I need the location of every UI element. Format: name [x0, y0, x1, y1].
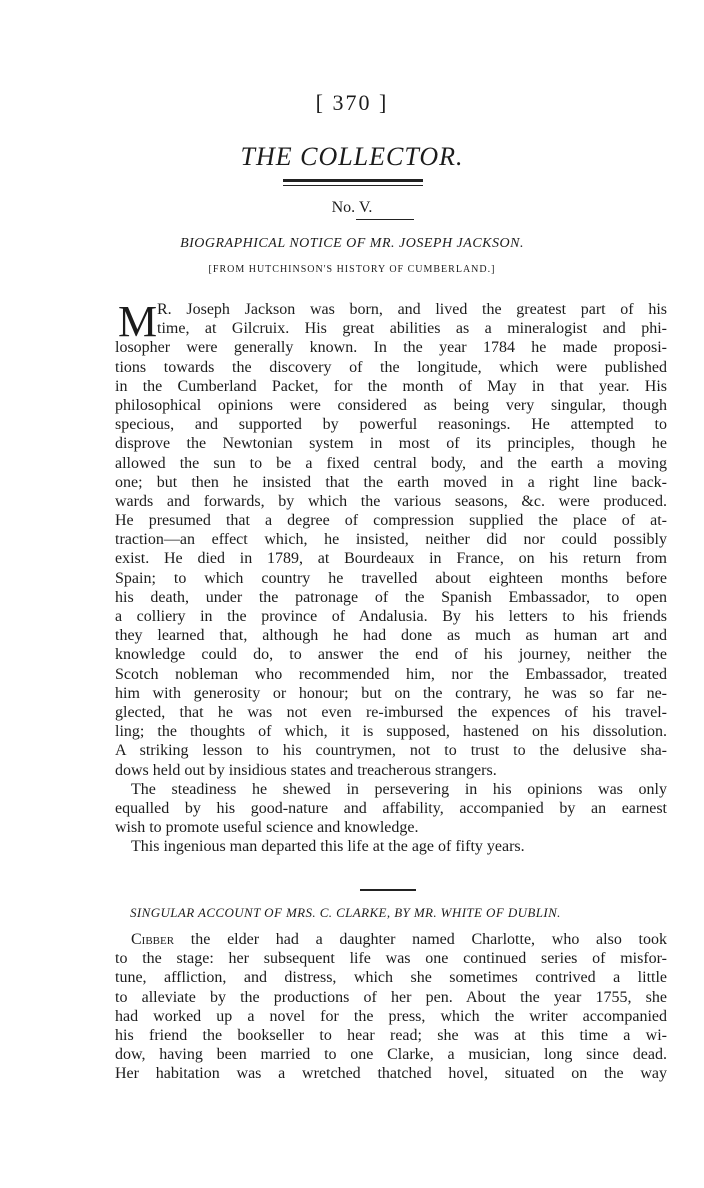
text-line: in the Cumberland Packet, for the month of May in that year. His	[115, 377, 667, 395]
text-line: a colliery in the province of Andalusia. By his letters to his friends	[115, 608, 667, 625]
text-line: Her habitation was a wretched thatched hovel, situated on the way	[115, 1065, 667, 1083]
text-line: philosophical opinions were considered as being very singular, though	[115, 396, 667, 414]
text-line: his death, under the patronage of the Spanish Embassador, to open	[115, 588, 667, 606]
text-line: dows held out by insidious states and treacherous strangers.	[115, 761, 497, 779]
text-line: disprove the Newtonian system in most of its principles, though he	[115, 435, 667, 453]
text-line: allowed the sun to be a fixed central body, and the earth a moving	[115, 454, 667, 472]
text-line: Scotch nobleman who recommended him, nor the Embassador, treated	[115, 665, 667, 683]
text-line: traction—an effect which, he insisted, neither did nor could possibly	[115, 531, 667, 549]
second-article-heading: SINGULAR ACCOUNT OF MRS. C. CLARKE, BY MR. WHITE OF DUBLIN.	[130, 905, 561, 920]
text-line: they learned that, although he had done as much as human art and	[115, 627, 667, 645]
text-line: A striking lesson to his countrymen, not to trust to the delusive sha-	[115, 742, 667, 760]
text-line: equalled by his good-nature and affability, accompanied by an earnest	[115, 799, 667, 817]
text-line: his friend the bookseller to hear read; she was at this time a wi-	[115, 1026, 667, 1044]
text-line: to the stage: her subsequent life was one continued series of misfor-	[115, 950, 667, 968]
text-line: had worked up a novel for the press, which the writer accompanied	[115, 1007, 667, 1025]
article-heading: BIOGRAPHICAL NOTICE OF MR. JOSEPH JACKSON.	[180, 236, 524, 251]
text-line: exist. He died in 1789, at Bourdeaux in France, on his return from	[115, 550, 667, 568]
text-line: to alleviate by the productions of her pen. About the year 1755, she	[115, 988, 667, 1006]
text-line: one; but then he insisted that the earth moved in a right line back-	[115, 473, 667, 491]
text-line: dow, having been married to one Clarke, a musician, long since dead.	[115, 1046, 667, 1064]
lead-rest: the elder had a daughter named Charlotte, who also took	[174, 931, 667, 948]
drop-cap: M	[118, 297, 158, 346]
text-line: glected, that he was not even re-imbursed the expences of his travel-	[115, 703, 667, 721]
page-title: THE COLLECTOR.	[240, 142, 464, 171]
source-note: [FROM HUTCHINSON'S HISTORY OF CUMBERLAND.]	[208, 264, 496, 275]
text-line: Spain; to which country he travelled about eighteen months before	[115, 569, 667, 587]
text-line: time, at Gilcruix. His great abilities as a mineralogist and phi-	[157, 320, 667, 338]
text-line: The steadiness he shewed in persevering in his opinions was only	[131, 780, 667, 798]
page-number: [ 370 ]	[315, 90, 389, 115]
text-line: specious, and supported by powerful reasonings. He attempted to	[115, 416, 667, 434]
text-line: tions towards the discovery of the longitude, which were published	[115, 358, 667, 376]
text-line: wards and forwards, by which the various seasons, &c. were produced.	[115, 492, 667, 510]
issue-number-underline	[356, 219, 414, 220]
article-body	[115, 297, 667, 856]
text-line: tune, affliction, and distress, which she sometimes contrived a little	[115, 969, 667, 987]
text-line: He presumed that a degree of compression supplied the place of at-	[115, 512, 667, 530]
text-line: him with generosity or honour; but on the contrary, he was so far ne-	[115, 684, 667, 702]
text-line: losopher were generally known. In the year 1784 he made proposi-	[115, 339, 667, 357]
text-line: ling; the thoughts of which, it is supposed, hastened on his dissolution.	[115, 723, 667, 741]
second-article-body	[115, 930, 667, 1084]
lead-name: Cibber	[131, 931, 175, 948]
text-line: knowledge could do, to answer the end of his journey, neither the	[115, 646, 667, 664]
title-rule	[283, 179, 423, 186]
text-line: R. Joseph Jackson was born, and lived the greatest part of his	[157, 301, 667, 318]
section-separator	[360, 889, 416, 891]
issue-number: No. V.	[331, 199, 373, 216]
text-line: wish to promote useful science and knowledge.	[115, 819, 419, 837]
text-line	[115, 930, 667, 949]
text-line: This ingenious man departed this life at the age of fifty years.	[131, 838, 525, 856]
